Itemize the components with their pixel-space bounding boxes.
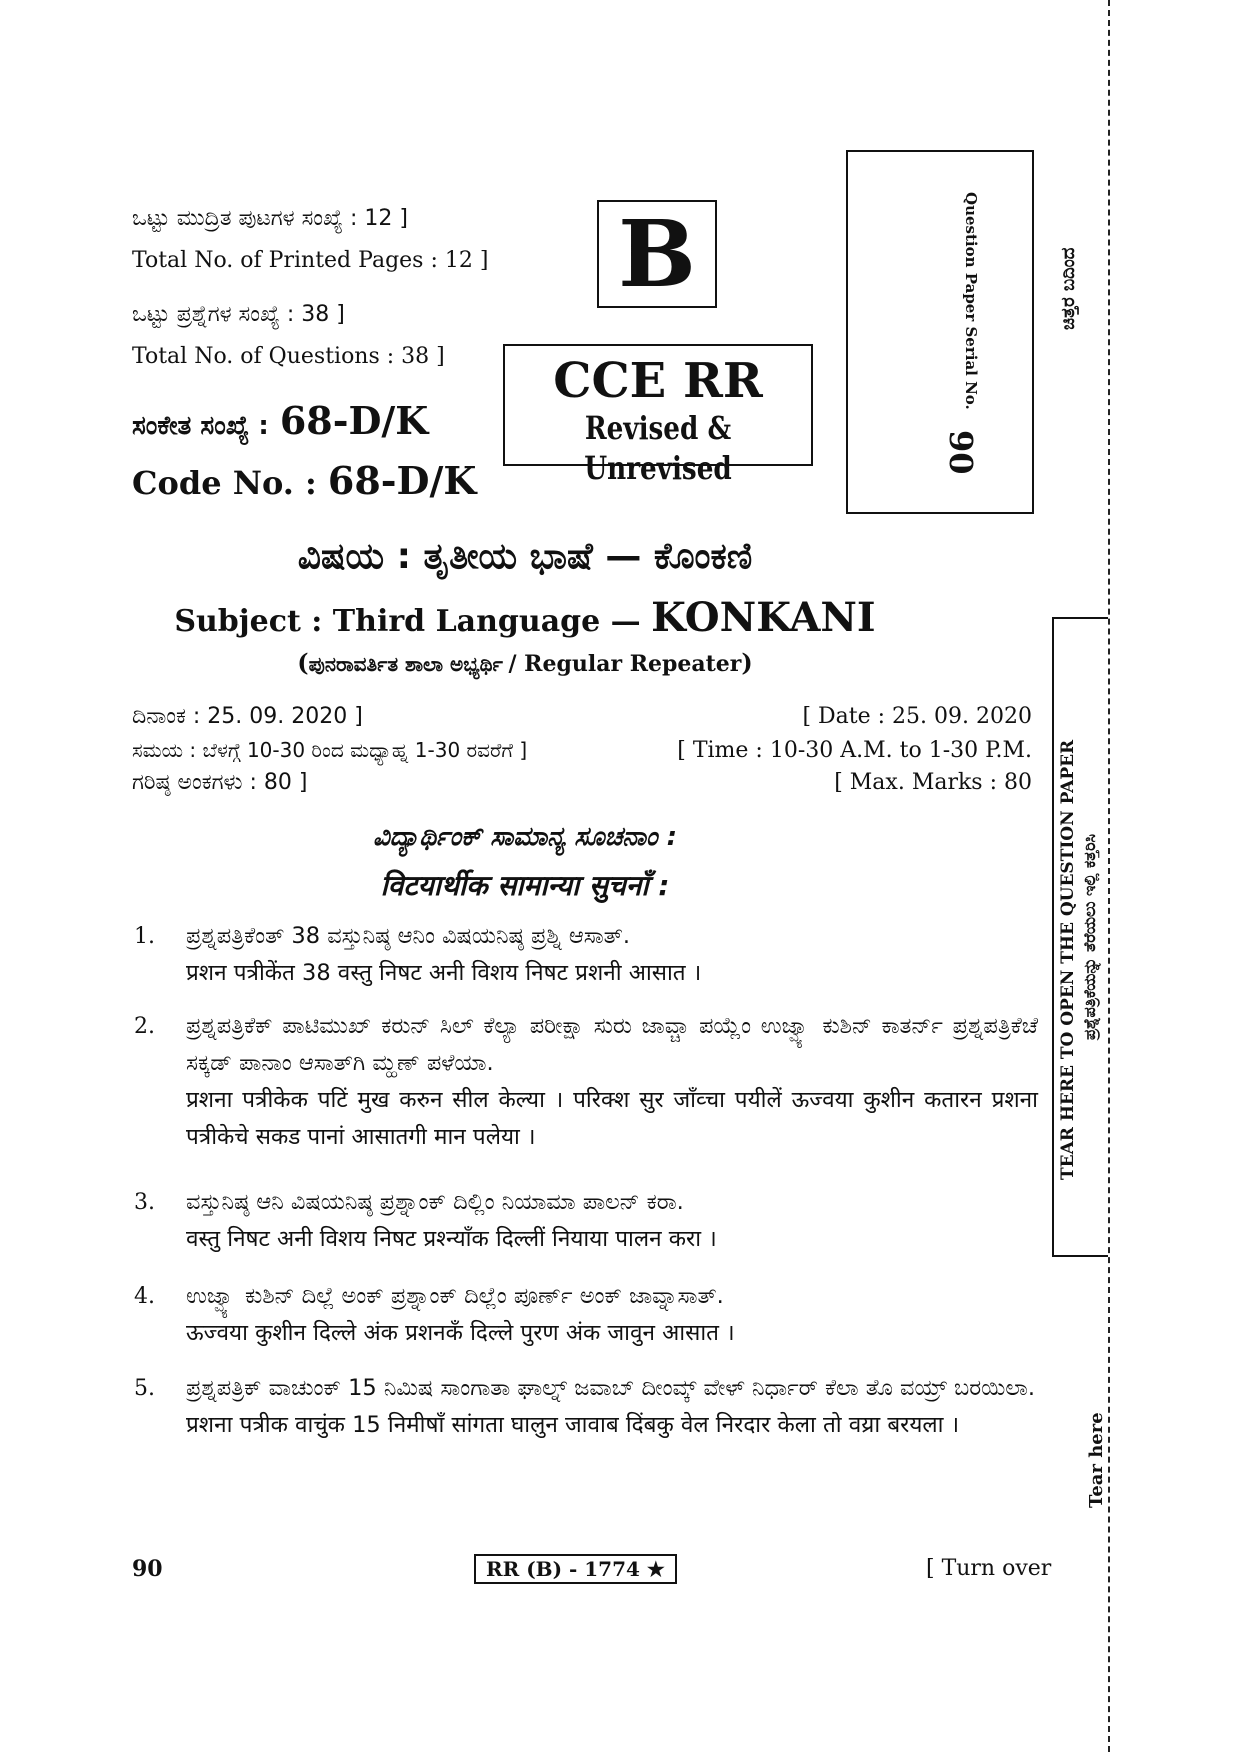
subject-en [0, 594, 1050, 641]
footer-page-number: 90 [132, 1556, 163, 1582]
tear-instruction-kn: ಪ್ರಶ್ನೆಪತ್ರಿಕೆಯನ್ನು ತೆರೆಯಲು ಇಲ್ಲಿ ಕತ್ತರಿಸಿ [1080, 833, 1099, 1040]
serial-box [846, 150, 1034, 514]
time-kn: ಸಮಯ : ಬೆಳಗ್ಗೆ 10-30 ರಿಂದ ಮಧ್ಯಾಹ್ನ 1-30 ರವರೆಗೆ ] [132, 738, 528, 762]
tear-here-label: Tear here [1086, 1412, 1107, 1508]
subject-en-prefix: Subject : Third Language — [174, 604, 652, 639]
footer-code-box: RR (B) - 1774 ★ [474, 1554, 677, 1584]
instruction-text-hi: वस्तु निषट अनी विशय निषट प्रश्न्याँक दिल्लीं नियाया पालन करा । [186, 1226, 717, 1252]
instruction-text-hi: प्रशना पत्रीकेक पटिं मुख करुन सील केल्या । परिक्श सुर जाँव्चा पयीलें ऊज्वया कुशीन कतारन प्रशना पत्रीकेचे सकड पानां आसातगी मान पलेया । [186, 1087, 1038, 1150]
candidate-category: (ಪುನರಾವರ್ತಿತ ಶಾಲಾ ಅಭ್ಯರ್ಥಿ / Regular Repeater) [297, 648, 753, 677]
instruction-text-kn: ವಸ್ತುನಿಷ್ಠ ಆನಿ ವಿಷಯನಿಷ್ಠ ಪ್ರಶ್ನಾಂಕ್ ದಿಲ್ಲಿಂ ನಿಯಾಮಾ ಪಾಲನ್ ಕರಾ. [186, 1189, 684, 1215]
instruction-text-kn: ಉಜ್ವ್ಯಾ ಕುಶಿನ್ ದಿಲ್ಲೆ ಅಂಕ್ ಪ್ರಶ್ನಾಂಕ್ ದಿಲ್ಲೆಂ ಪೂರ್ಣ್ ಅಂಕ್ ಜಾವ್ನಾಸಾತ್. [186, 1283, 724, 1309]
printed-pages-kn: ಒಟ್ಟು ಮುದ್ರಿತ ಪುಟಗಳ ಸಂಖ್ಯೆ : 12 ] [132, 206, 408, 231]
instruction-number: 4. [134, 1284, 155, 1309]
instruction-number: 1. [134, 924, 155, 949]
cut-line [1108, 0, 1110, 1752]
instruction-text-kn: ಪ್ರಶ್ನಪತ್ರಿಕೆಕ್ ಪಾಟಿಮುಖ್ ಕರುನ್ ಸಿಲ್ ಕೆಲ್ಯಾ ಪರೀಕ್ಷಾ ಸುರು ಜಾವ್ಚಾ ಪಯ್ಲೆಂ ಉಜ್ವ್ಯಾ ಕುಶಿನ್ ಕಾತರ್ನ್ ಪ್ರಶ್ನಪತ್ರಿಕೆಚೆ ಸಕ್ಕಡ್ ಪಾನಾಂ ಆಸಾತ್‌ಗಿ ಮ್ಹಣ್ ಪಳೆಯಾ. [186, 1013, 1038, 1076]
subject-language: KONKANI [651, 594, 876, 641]
instruction-text-hi: प्रशन पत्रीकेंत 38 वस्तु निषट अनी विशय निषट प्रशनी आसात । [186, 960, 702, 986]
version-box [597, 200, 717, 308]
serial-label: Question Paper Serial No. [962, 192, 980, 410]
subject-kn: ವಿಷಯ : ತೃತೀಯ ಭಾಷೆ — ಕೊಂಕಣಿ [297, 536, 753, 577]
instruction-text-kn: ಪ್ರಶ್ನಪತ್ರಿಕೆಂತ್ 38 ವಸ್ತುನಿಷ್ಠ ಆನಿಂ ವಿಷಯನಿಷ್ಠ ಪ್ರಶ್ನಿ ಆಸಾತ್. [186, 923, 631, 949]
code-number-kn [132, 398, 428, 443]
instruction-item [186, 918, 1038, 992]
code-en-value: 68-D/K [327, 458, 477, 503]
printed-pages-en: Total No. of Printed Pages : 12 ] [132, 248, 489, 273]
cce-subtitle: Revised & Unrevised [584, 409, 732, 487]
code-kn-value: 68-D/K [279, 398, 429, 443]
serial-number: 90 [942, 430, 980, 475]
turn-over: [ Turn over [926, 1556, 1052, 1581]
instructions-title-kn: ವಿದ್ಯಾರ್ಥಿಂಕ್ ಸಾಮಾನ್ಯ ಸೂಚನಾಂ : [372, 822, 678, 852]
questions-count-kn: ಒಟ್ಟು ಪ್ರಶ್ನೆಗಳ ಸಂಖ್ಯೆ : 38 ] [132, 302, 345, 327]
instruction-text-hi: ऊज्वया कुशीन दिल्ले अंक प्रशनकँ दिल्ले पुरण अंक जावुन आसात । [186, 1320, 735, 1346]
time-en: [ Time : 10-30 A.M. to 1-30 P.M. [677, 738, 1032, 763]
questions-count-en: Total No. of Questions : 38 ] [132, 344, 445, 369]
date-kn: ದಿನಾಂಕ : 25. 09. 2020 ] [132, 704, 363, 729]
instruction-number: 5. [134, 1376, 155, 1401]
marks-en: [ Max. Marks : 80 [834, 770, 1032, 795]
version-letter: B [618, 200, 696, 308]
instruction-item [186, 1278, 1038, 1352]
cce-title: CCE RR [553, 353, 763, 409]
marks-kn: ಗರಿಷ್ಠ ಅಂಕಗಳು : 80 ] [132, 770, 308, 795]
instructions-title-hi: विटयार्थीक सामान्या सुचनाँ : [380, 869, 670, 902]
cce-box [503, 344, 813, 487]
instruction-number: 2. [134, 1014, 155, 1039]
instruction-text-hi: प्रशना पत्रीक वाचुंक 15 निमीषाँ सांगता घालुन जावाब दिंबकु वेल निरदार केला तो वय्रा बरयला । [186, 1412, 960, 1438]
instruction-item [186, 1008, 1038, 1156]
instruction-item [186, 1184, 1038, 1258]
instruction-number: 3. [134, 1190, 155, 1215]
category-kn: ಪುನರಾವರ್ತಿತ ಶಾಲಾ ಅಭ್ಯರ್ಥಿ [308, 652, 503, 676]
tear-instruction-en: TEAR HERE TO OPEN THE QUESTION PAPER [1058, 739, 1078, 1180]
instruction-text-kn: ಪ್ರಶ್ನಪತ್ರಿಕ್ ವಾಚುಂಕ್ 15 ನಿಮಿಷ ಸಾಂಗಾತಾ ಘಾಲ್ನ್ ಜವಾಬ್ ದೀಂವ್ಕ್ ವೇಳ್ ನಿರ್ಧಾರ್ ಕೆಲಾ ತೊ ವಯ್ರ್ ಬರಯಿಲಾ. [186, 1375, 1036, 1401]
instruction-item [186, 1370, 1038, 1444]
date-en: [ Date : 25. 09. 2020 [802, 704, 1032, 729]
side-cut-text-kn: ಚಿತ್ತರ ಬದಿಂದ [1058, 247, 1079, 330]
code-kn-label: ಸಂಕೇತ ಸಂಖ್ಯೆ : [132, 411, 269, 441]
code-number-en [132, 458, 476, 503]
code-en-label: Code No. : [132, 464, 317, 502]
category-en: / Regular Repeater [508, 651, 742, 677]
